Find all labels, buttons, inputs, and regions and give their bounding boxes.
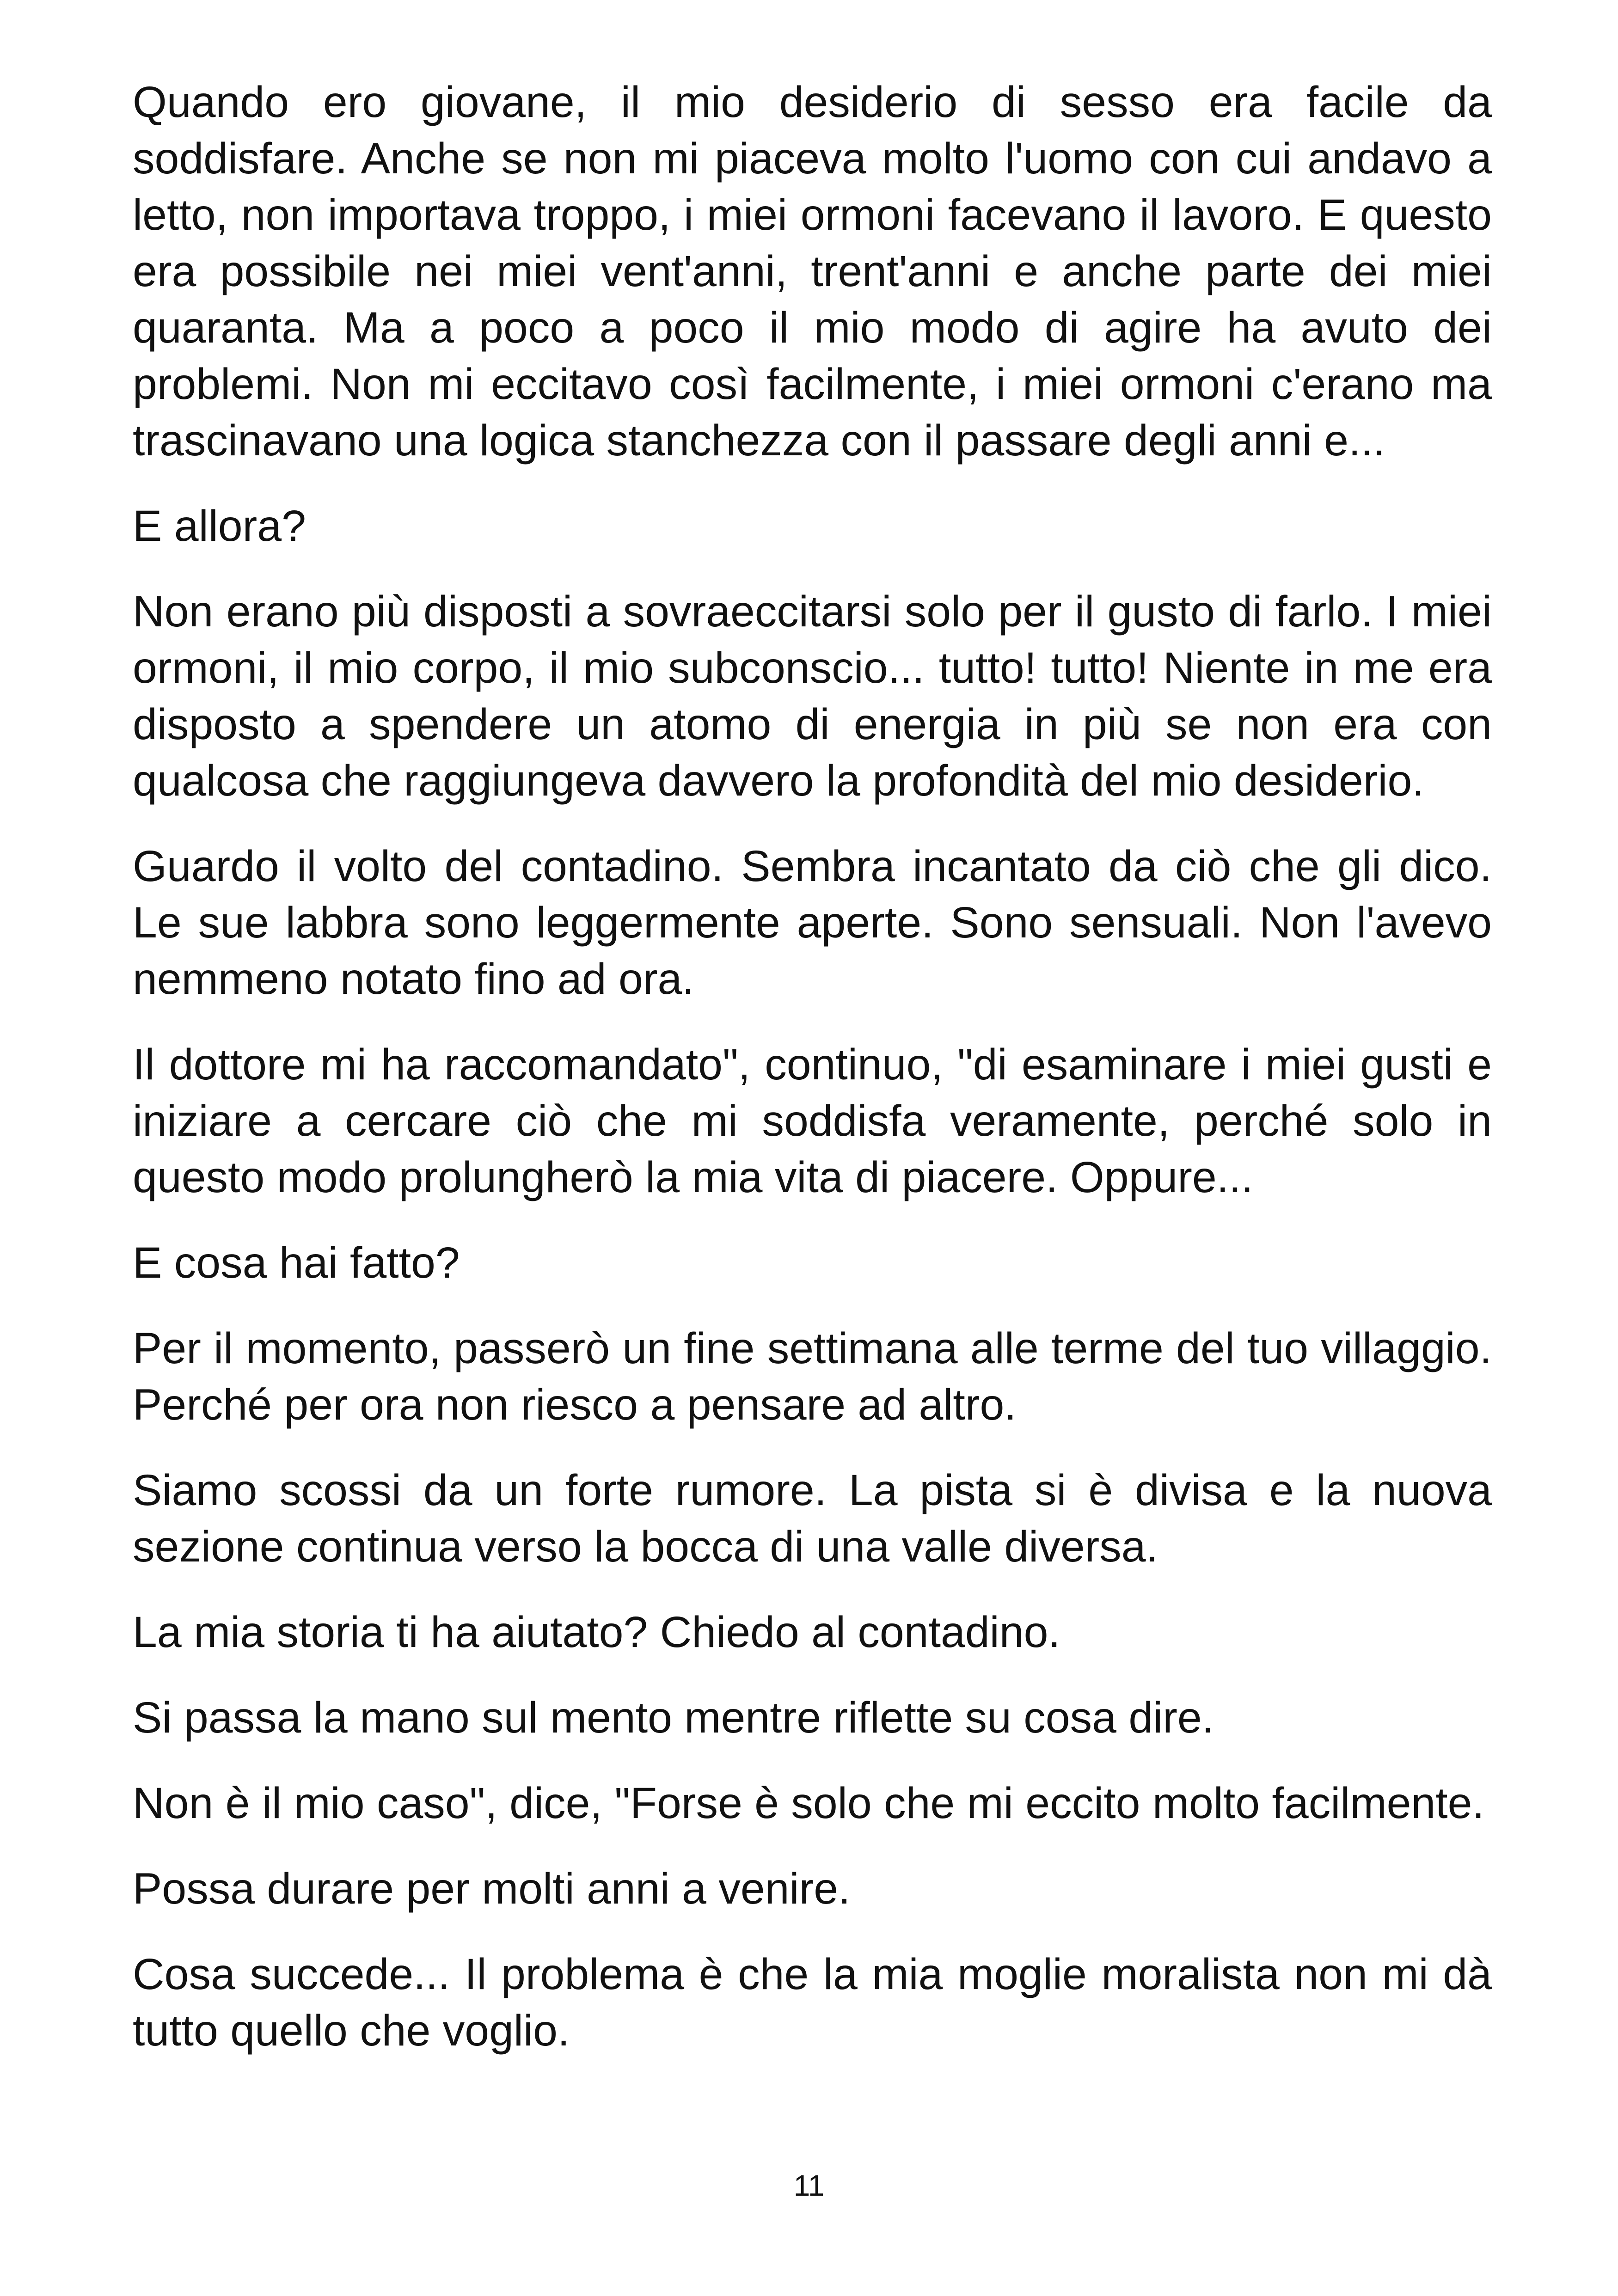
paragraph: Siamo scossi da un forte rumore. La pista si è divisa e la nuova sezione continua verso la bocca di una valle diversa. [133,1466,1492,1571]
paragraph: Possa durare per molti anni a venire. [133,1864,851,1913]
page-number: 11 [793,2169,825,2202]
paragraph: E cosa hai fatto? [133,1238,460,1287]
paragraph: E allora? [133,502,306,551]
body-text [133,74,1492,2088]
paragraph: Non erano più disposti a sovraeccitarsi solo per il gusto di farlo. I miei ormoni, il mio corpo, il mio subconscio... tutto! tutto! Niente in me era disposto a spendere un atomo di energia in più se non era con qualcosa che raggiungeva davvero la profondità del mio desiderio. [133,587,1492,805]
paragraph: Si passa la mano sul mento mentre riflette su cosa dire. [133,1693,1214,1742]
paragraph: La mia storia ti ha aiutato? Chiedo al contadino. [133,1608,1060,1657]
paragraph: Non è il mio caso", dice, "Forse è solo che mi eccito molto facilmente. [133,1779,1484,1828]
paragraph: Quando ero giovane, il mio desiderio di sesso era facile da soddisfare. Anche se non mi piaceva molto l'uomo con cui andavo a letto, non importava troppo, i miei ormoni facevano il lavoro. E questo era possibile nei miei vent'anni, trent'anni e anche parte dei miei quaranta. Ma a poco a poco il mio modo di agire ha avuto dei problemi. Non mi eccitavo così facilmente, i miei ormoni c'erano ma trascinavano una logica stanchezza con il passare degli anni e... [133,78,1492,465]
paragraph: Guardo il volto del contadino. Sembra incantato da ciò che gli dico. Le sue labbra sono leggermente aperte. Sono sensuali. Non l'avevo nemmeno notato fino ad ora. [133,842,1492,1004]
paragraph: Il dottore mi ha raccomandato", continuo, "di esaminare i miei gusti e iniziare a cercare ciò che mi soddisfa veramente, perché solo in questo modo prolungherò la mia vita di piacere. Oppure... [133,1040,1492,1202]
paragraph: Cosa succede... Il problema è che la mia moglie moralista non mi dà tutto quello che voglio. [133,1950,1492,2055]
paragraph: Per il momento, passerò un fine settimana alle terme del tuo villaggio. Perché per ora non riesco a pensare ad altro. [133,1324,1492,1429]
